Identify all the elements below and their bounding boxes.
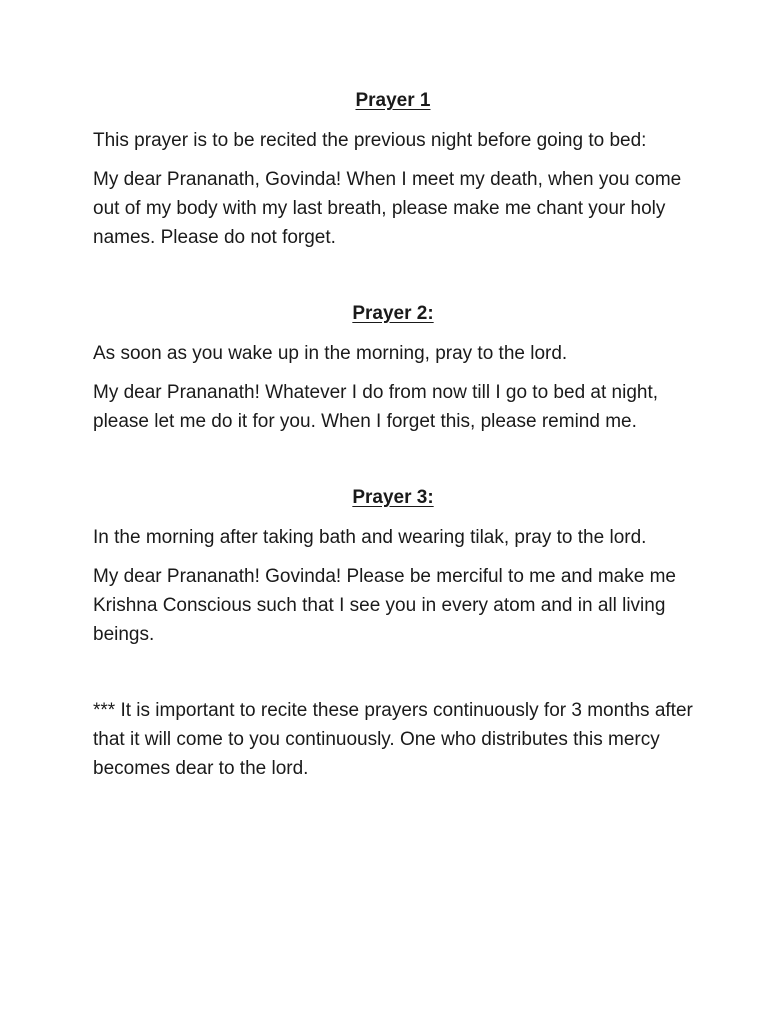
prayer-3-instruction: In the morning after taking bath and wearing tilak, pray to the lord. [93, 527, 647, 548]
prayer-3-text: My dear Prananath! Govinda! Please be merciful to me and make me Krishna Conscious such that I see you in every atom and in all living beings. [93, 566, 676, 645]
prayer-2-text: My dear Prananath! Whatever I do from now till I go to bed at night, please let me do it for you. When I forget this, please remind me. [93, 382, 659, 432]
prayer-2-section [93, 301, 693, 436]
prayer-1-heading: Prayer 1 [355, 90, 431, 111]
prayer-3-section [93, 485, 693, 649]
document-page [93, 88, 693, 783]
closing-note: *** It is important to recite these prayers continuously for 3 months after that it will come to you continuously. One who distributes this mercy becomes dear to the lord. [93, 700, 693, 779]
prayer-3-heading: Prayer 3: [352, 487, 434, 508]
prayer-2-instruction: As soon as you wake up in the morning, pray to the lord. [93, 343, 568, 364]
prayer-1-instruction: This prayer is to be recited the previous night before going to bed: [93, 130, 647, 151]
prayer-1-text: My dear Prananath, Govinda! When I meet my death, when you come out of my body with my last breath, please make me chant your holy names. Please do not forget. [93, 169, 682, 248]
prayer-2-heading: Prayer 2: [352, 303, 434, 324]
prayer-1-section [93, 88, 693, 252]
